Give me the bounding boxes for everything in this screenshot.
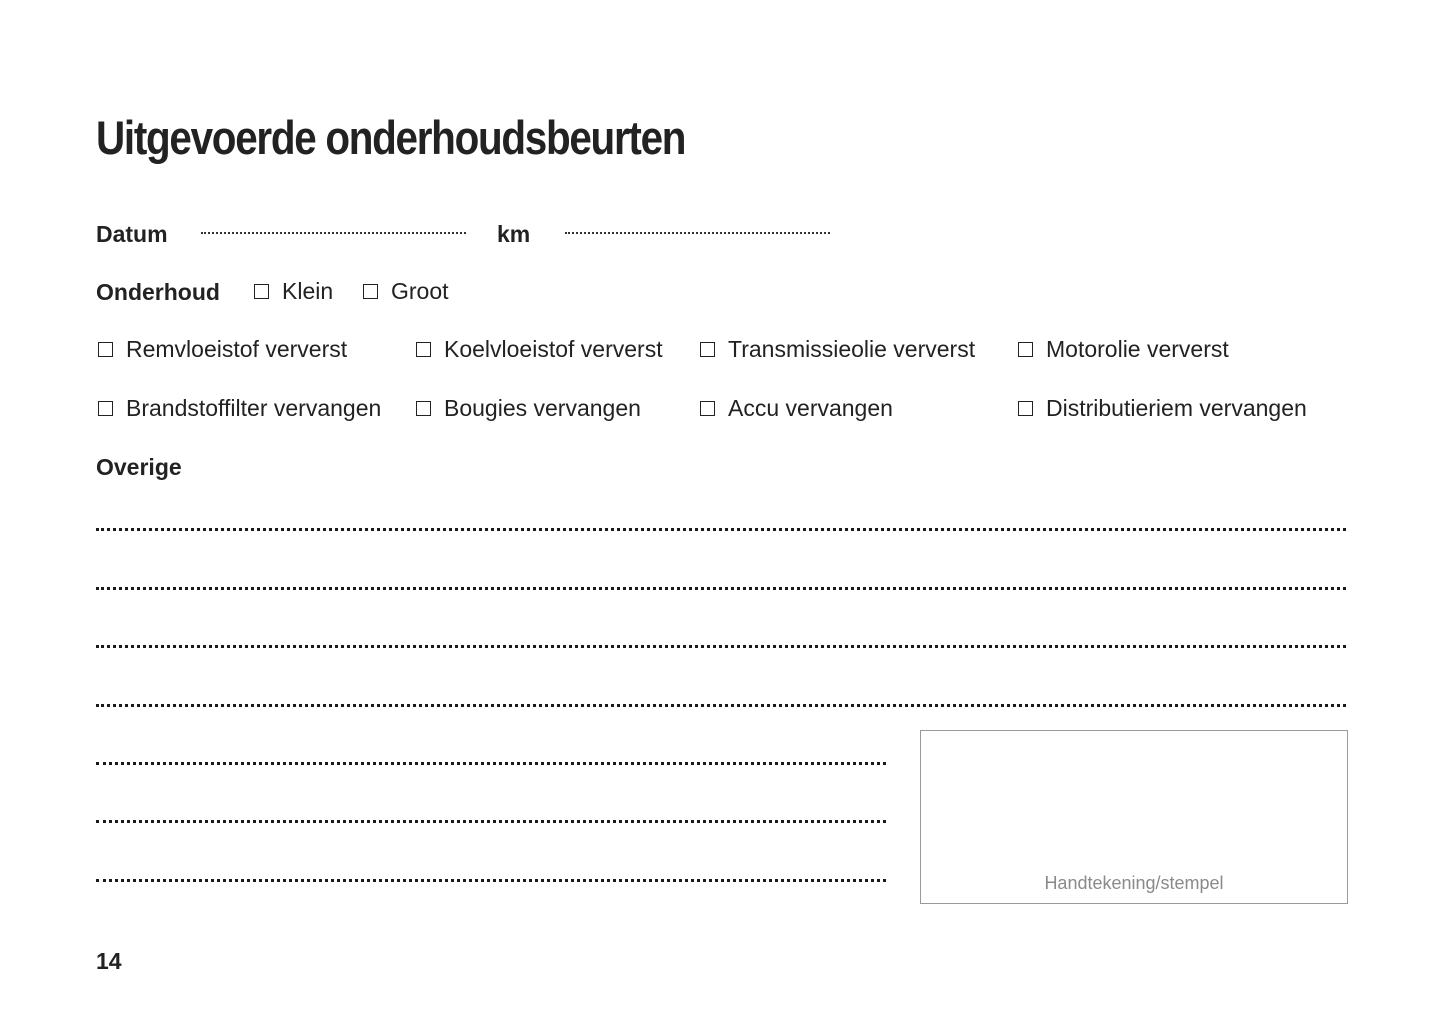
checkbox-icon: [700, 342, 715, 357]
checkbox-bougies[interactable]: [416, 395, 641, 422]
checkbox-icon: [1018, 342, 1033, 357]
checkbox-icon: [416, 401, 431, 416]
checkbox-icon: [254, 284, 269, 299]
checkbox-label: Koelvloeistof ververst: [444, 336, 663, 362]
checkbox-brandstoffilter[interactable]: [98, 395, 381, 422]
checkbox-label: Brandstoffilter vervangen: [126, 395, 382, 421]
checkbox-distributieriem[interactable]: [1018, 395, 1307, 422]
checkbox-label: Motorolie ververst: [1046, 336, 1229, 362]
signature-label: Handtekening/stempel: [1044, 873, 1224, 893]
checkbox-label: Bougies vervangen: [444, 395, 641, 421]
checkbox-koelvloeistof[interactable]: [416, 336, 663, 363]
checkbox-klein[interactable]: [254, 278, 333, 305]
notes-line[interactable]: [96, 820, 886, 823]
notes-line[interactable]: [96, 528, 1346, 531]
checkbox-transmissieolie[interactable]: [700, 336, 975, 363]
checkbox-accu[interactable]: [700, 395, 893, 422]
checkbox-label: Groot: [391, 278, 449, 304]
checkbox-icon: [416, 342, 431, 357]
other-label: Overige: [96, 454, 182, 480]
checkbox-icon: [1018, 401, 1033, 416]
checkbox-groot[interactable]: [363, 278, 449, 305]
page-number: 14: [96, 948, 122, 974]
maintenance-label: Onderhoud: [96, 279, 220, 305]
checkbox-icon: [700, 401, 715, 416]
notes-line[interactable]: [96, 704, 1346, 707]
notes-line[interactable]: [96, 762, 886, 765]
km-label: km: [497, 221, 531, 247]
checkbox-label: Transmissieolie ververst: [728, 336, 976, 362]
date-label: Datum: [96, 221, 168, 247]
date-field[interactable]: [201, 232, 466, 234]
signature-box[interactable]: [920, 730, 1348, 904]
notes-line[interactable]: [96, 645, 1346, 648]
checkbox-icon: [98, 342, 113, 357]
checkbox-motorolie[interactable]: [1018, 336, 1229, 363]
checkbox-label: Remvloeistof ververst: [126, 336, 348, 362]
page-title: Uitgevoerde onderhoudsbeurten: [96, 111, 686, 164]
notes-line[interactable]: [96, 879, 886, 882]
checkbox-label: Klein: [282, 278, 334, 304]
km-field[interactable]: [565, 232, 830, 234]
checkbox-label: Accu vervangen: [728, 395, 893, 421]
checkbox-remvloeistof[interactable]: [98, 336, 347, 363]
notes-line[interactable]: [96, 587, 1346, 590]
checkbox-label: Distributieriem vervangen: [1046, 395, 1307, 421]
checkbox-icon: [363, 284, 378, 299]
checkbox-icon: [98, 401, 113, 416]
